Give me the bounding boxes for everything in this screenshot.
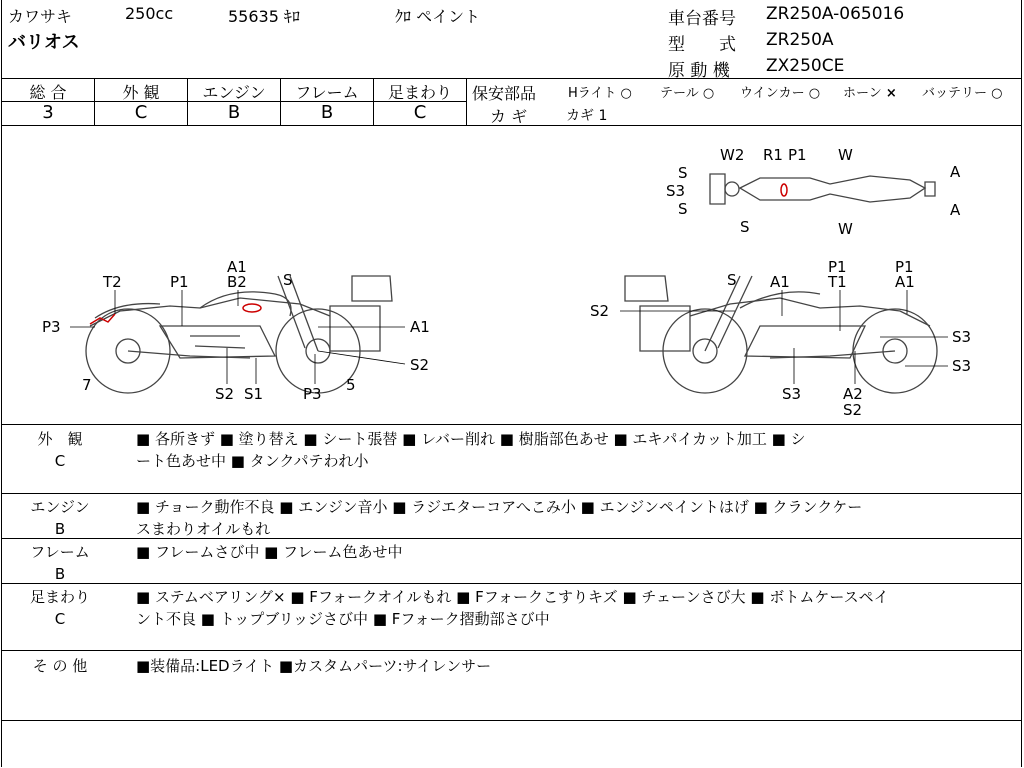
remarks-exterior-line-2: ート色あせ中 ■ タンクパテわれ小 bbox=[136, 452, 369, 470]
safety-item-headlight: Hライト ○ bbox=[568, 86, 632, 101]
remarks-exterior-line-1: ■ 各所きず ■ 塗り替え ■ シート張替 ■ レバー削れ ■ 樹脂部色あせ ■ エキパイカット加工 ■ シ bbox=[136, 430, 806, 448]
remarks-engine-line-1: ■ チョーク動作不良 ■ エンジン音小 ■ ラジエターコアへこみ小 ■ エンジンペイントはげ ■ クランクケー bbox=[136, 498, 863, 516]
score-header-frame: フレーム bbox=[295, 83, 359, 102]
right-label-s: S bbox=[727, 271, 737, 289]
remarks-suspension-line-1: ■ ステムベアリング× ■ Fフォークオイルもれ ■ Fフォークこすりキズ ■ チェーンさび大 ■ ボトムケースペイ bbox=[136, 588, 889, 606]
divider-remarks-5 bbox=[1, 650, 1022, 651]
right-label-s2-bottom: S2 bbox=[843, 401, 863, 419]
right-label-a2: A2 bbox=[843, 385, 863, 403]
remarks-suspension-line-2: ント不良 ■ トップブリッジさび中 ■ Fフォーク摺動部さび中 bbox=[136, 610, 550, 628]
score-value-engine: B bbox=[227, 102, 241, 123]
top-label-w2: W2 bbox=[720, 146, 745, 164]
left-label-s: S bbox=[283, 271, 293, 289]
left-label-t2: T2 bbox=[103, 273, 122, 291]
left-label-b2: B2 bbox=[227, 273, 247, 291]
right-label-s3-a: S3 bbox=[952, 328, 972, 346]
winker-mark: ○ bbox=[808, 86, 821, 101]
right-label-a1-b: A1 bbox=[895, 273, 915, 291]
key-label: カ ギ bbox=[490, 107, 528, 126]
score-header-engine: エンジン bbox=[202, 83, 266, 102]
score-header-exterior: 外 観 bbox=[122, 83, 160, 102]
mileage: 55635 ｷﾛ bbox=[228, 7, 300, 26]
engine-label: 原 動 機 bbox=[668, 61, 730, 81]
score-header-total: 総 合 bbox=[29, 83, 67, 102]
left-label-5: 5 bbox=[346, 376, 356, 394]
top-label-w-bottom: W bbox=[838, 220, 853, 238]
top-label-a1: A bbox=[950, 163, 961, 181]
right-label-t1: T1 bbox=[828, 273, 847, 291]
score-header-suspension: 足まわり bbox=[387, 83, 452, 102]
top-bike-body bbox=[740, 176, 925, 202]
maker: カワサキ bbox=[8, 7, 73, 26]
left-bike-engine bbox=[160, 326, 275, 358]
right-bike-body bbox=[690, 298, 930, 326]
damage-mark-tank bbox=[243, 304, 261, 312]
score-value-total: 3 bbox=[42, 102, 54, 123]
remarks-frame-category: フレーム bbox=[30, 543, 90, 561]
top-label-s3: S3 bbox=[666, 182, 686, 200]
key-value: カギ 1 bbox=[566, 108, 608, 124]
remarks-engine-line-2: スまわりオイルもれ bbox=[136, 520, 271, 538]
divider-remarks-top bbox=[1, 424, 1022, 425]
score-value-exterior: C bbox=[134, 102, 148, 123]
remarks-suspension-category: 足まわり bbox=[29, 588, 90, 606]
remarks-exterior-grade: C bbox=[54, 452, 66, 470]
score-value-frame: B bbox=[320, 102, 334, 123]
color: ｸﾛ ペイント bbox=[395, 7, 481, 26]
right-bike-engine bbox=[745, 326, 865, 358]
safety-label: 保安部品 bbox=[472, 84, 537, 103]
left-label-s2: S2 bbox=[215, 385, 235, 403]
top-label-s1: S bbox=[678, 164, 688, 182]
right-label-s3-b: S3 bbox=[952, 357, 972, 375]
engine-value: ZX250CE bbox=[766, 56, 845, 76]
safety-item-battery: バッテリー ○ bbox=[922, 86, 1003, 101]
right-label-p1-b: P1 bbox=[895, 258, 914, 276]
left-bike-sidebag bbox=[330, 306, 380, 351]
left-label-s1: S1 bbox=[244, 385, 264, 403]
battery-mark: ○ bbox=[991, 86, 1003, 101]
right-bike-sidebag bbox=[640, 306, 690, 351]
safety-item-tail: テール ○ bbox=[660, 86, 715, 101]
left-label-p1: P1 bbox=[170, 273, 189, 291]
type-value: ZR250A bbox=[766, 30, 834, 50]
tail-mark: ○ bbox=[702, 86, 715, 101]
remarks-frame-grade: B bbox=[54, 565, 66, 583]
divider-remarks-4 bbox=[1, 583, 1022, 584]
top-label-s2: S bbox=[678, 200, 688, 218]
divider-remarks-bottom bbox=[1, 720, 1022, 721]
left-label-7: 7 bbox=[82, 376, 92, 394]
safety-item-horn: ホーン × bbox=[843, 86, 897, 101]
divider-remarks-3 bbox=[1, 538, 1022, 539]
left-label-p3-bottom: P3 bbox=[303, 385, 322, 403]
damage-diagram bbox=[0, 126, 1024, 424]
remarks-suspension-grade: C bbox=[54, 610, 66, 628]
frame-no-label: 車台番号 bbox=[668, 9, 736, 29]
top-label-p1: P1 bbox=[788, 146, 807, 164]
model-name: バリオス bbox=[8, 32, 80, 53]
safety-item-winker: ウインカー ○ bbox=[740, 86, 821, 101]
left-label-p3: P3 bbox=[42, 318, 61, 336]
remarks-other-category: そ の 他 bbox=[32, 657, 88, 675]
divider-remarks-2 bbox=[1, 493, 1022, 494]
left-label-a1: A1 bbox=[227, 258, 247, 276]
left-label-s2-right: S2 bbox=[410, 356, 430, 374]
damage-mark-top-tank bbox=[781, 184, 787, 196]
right-label-a1: A1 bbox=[770, 273, 790, 291]
remarks-engine-category: エンジン bbox=[30, 498, 90, 516]
headlight-mark: ○ bbox=[620, 86, 632, 101]
remarks-frame-line-1: ■ フレームさび中 ■ フレーム色あせ中 bbox=[136, 543, 403, 561]
type-label: 型 式 bbox=[668, 35, 736, 55]
right-label-p1: P1 bbox=[828, 258, 847, 276]
displacement: 250cc bbox=[125, 4, 174, 23]
frame-no-value: ZR250A-065016 bbox=[766, 4, 905, 24]
right-label-s2: S2 bbox=[590, 302, 610, 320]
remarks-other-line-1: ■装備品:LEDライト ■カスタムパーツ:サイレンサー bbox=[136, 657, 492, 675]
top-label-w: W bbox=[838, 146, 853, 164]
top-label-r1: R1 bbox=[763, 146, 783, 164]
right-label-s3-bottom: S3 bbox=[782, 385, 802, 403]
left-label-a1-right: A1 bbox=[410, 318, 430, 336]
horn-mark: × bbox=[885, 86, 897, 101]
remarks-exterior-category: 外 観 bbox=[37, 430, 83, 448]
remarks-engine-grade: B bbox=[54, 520, 66, 538]
top-label-a2: A bbox=[950, 201, 961, 219]
top-label-s-bottom: S bbox=[740, 218, 750, 236]
score-value-suspension: C bbox=[413, 102, 427, 123]
divider-score-top bbox=[1, 78, 1022, 79]
